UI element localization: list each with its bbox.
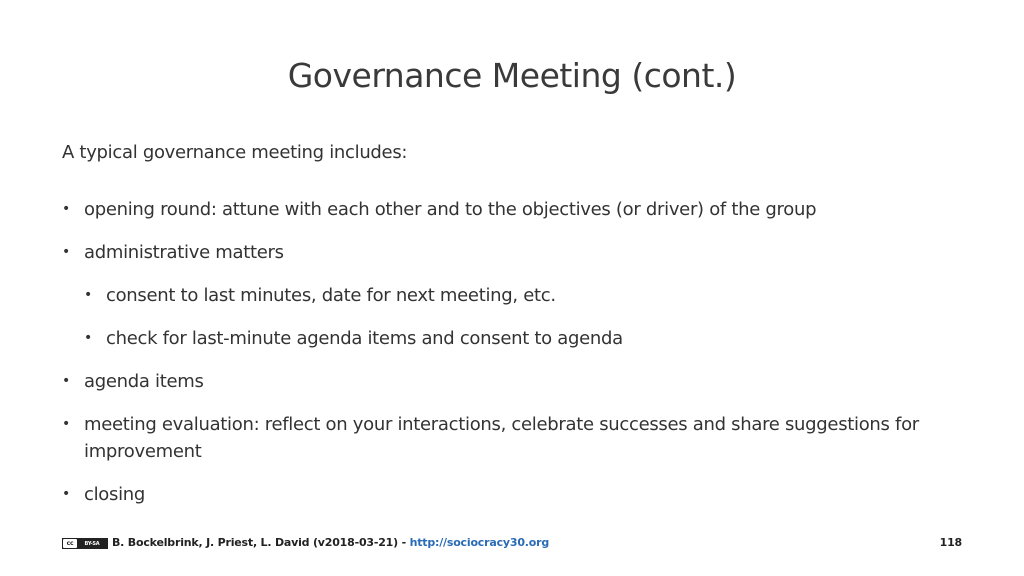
list-item — [62, 368, 962, 395]
list-item-text: meeting evaluation: reflect on your interactions, celebrate successes and share suggestions for improvement — [84, 414, 919, 462]
cc-by-sa-icon[interactable] — [62, 538, 108, 549]
list-item-text: administrative matters — [84, 242, 284, 263]
bullet-dot: • — [62, 373, 70, 389]
slide-title: Governance Meeting (cont.) — [287, 56, 737, 95]
list-item-text: opening round: attune with each other and to the objectives (or driver) of the group — [84, 199, 817, 220]
bullet-list — [62, 196, 962, 524]
footer-link[interactable]: http://sociocracy30.org — [409, 536, 550, 549]
list-item — [62, 196, 962, 223]
slide-intro: A typical governance meeting includes: — [62, 142, 408, 163]
bullet-dot: • — [62, 244, 70, 260]
bullet-dot: • — [62, 201, 70, 217]
bullet-dot: • — [62, 416, 70, 432]
footer-authors: B. Bockelbrink, J. Priest, L. David (v2018-03-21) - — [112, 536, 410, 549]
list-item-text: check for last-minute agenda items and consent to agenda — [106, 328, 623, 349]
bullet-dot: • — [62, 486, 70, 502]
page-number: 118 — [939, 536, 962, 549]
sub-list-item — [62, 325, 962, 352]
sub-list-item — [62, 282, 962, 309]
slide-footer — [62, 536, 962, 552]
list-item-text: closing — [84, 484, 146, 505]
list-item — [62, 239, 962, 266]
list-item-text: consent to last minutes, date for next meeting, etc. — [106, 285, 556, 306]
cc-label: cc — [63, 539, 77, 548]
list-item — [62, 411, 962, 465]
list-item — [62, 481, 962, 508]
footer-credits — [112, 536, 549, 549]
bullet-dot: • — [84, 287, 92, 303]
license-label: BY-SA — [84, 540, 100, 547]
list-item-text: agenda items — [84, 371, 204, 392]
bullet-dot: • — [84, 330, 92, 346]
